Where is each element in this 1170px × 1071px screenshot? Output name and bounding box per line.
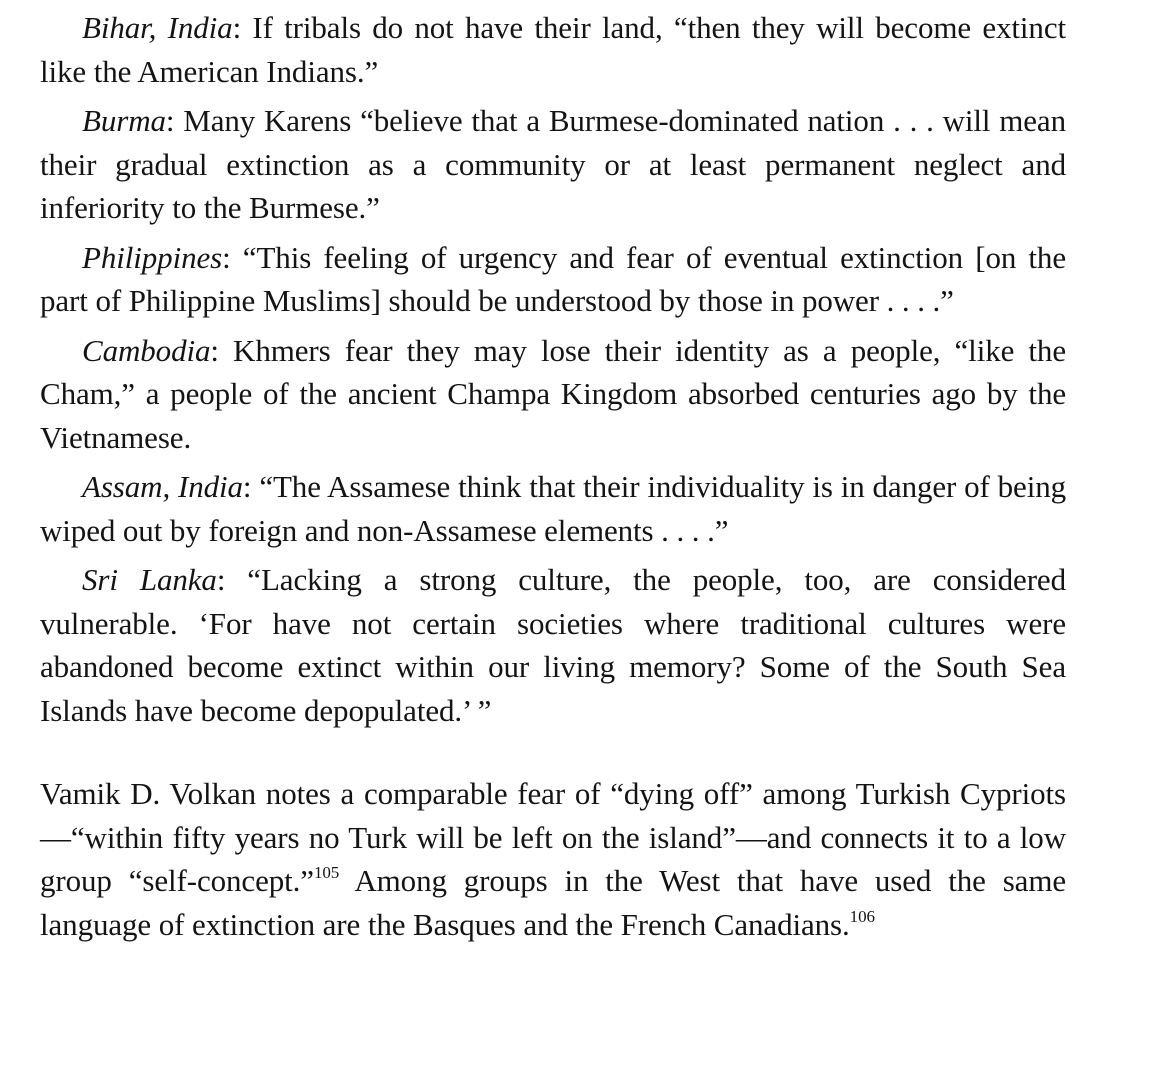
entry-philippines xyxy=(40,236,1066,323)
entry-cambodia xyxy=(40,329,1066,460)
entry-place: Burma xyxy=(82,103,166,138)
entry-sri-lanka xyxy=(40,558,1066,732)
entry-place: Bihar, India xyxy=(82,10,233,45)
footnote-marker: 105 xyxy=(313,863,340,882)
entry-text: : “This feeling of urgency and fear of eventual extinction [on the part of Philippine Muslims] should be understood by those in power . . . .” xyxy=(40,239,1066,318)
entry-place: Sri Lanka xyxy=(82,562,217,597)
entry-place: Assam, India xyxy=(82,469,243,504)
entry-text: : Many Karens “believe that a Burmese-dominated nation . . . will mean their gradual extinction as a community or at least permanent neglect and inferiority to the Burmese.” xyxy=(40,103,1066,225)
closing-paragraph xyxy=(40,772,1066,946)
entry-place: Philippines xyxy=(82,239,223,275)
entry-burma xyxy=(40,99,1066,230)
entry-assam xyxy=(40,465,1066,552)
entry-place: Cambodia xyxy=(82,332,211,368)
entry-bihar xyxy=(40,6,1066,93)
footnote-marker: 106 xyxy=(849,906,875,926)
closing-text-part2: Among groups in the West that have used the same language of extinction are the Basques and the French Canadians. xyxy=(40,863,1066,942)
entry-text: : “The Assamese think that their individuality is in danger of being wiped out by foreign and non-Assamese elements . . . .” xyxy=(40,469,1067,548)
entry-text: : “Lacking a strong culture, the people, too, are considered vulnerable. ‘For have not certain societies where traditional cultures were abandoned become extinct within our living memory? Some of the South Sea Islands have become depopulated.’ ” xyxy=(40,562,1066,728)
entry-text: : Khmers fear they may lose their identity as a people, “like the Cham,” a people of the ancient Champa Kingdom absorbed centuries ago by the Vietnamese. xyxy=(40,332,1066,455)
entry-text: : If tribals do not have their land, “then they will become extinct like the American Indians.” xyxy=(40,10,1066,89)
closing-text-part1: Vamik D. Volkan notes a comparable fear of “dying off” among Turkish Cypriots—“within fifty years no Turk will be left on the island”—and connects it to a low group “self-concept.” xyxy=(40,776,1066,898)
document-page xyxy=(40,6,1066,946)
